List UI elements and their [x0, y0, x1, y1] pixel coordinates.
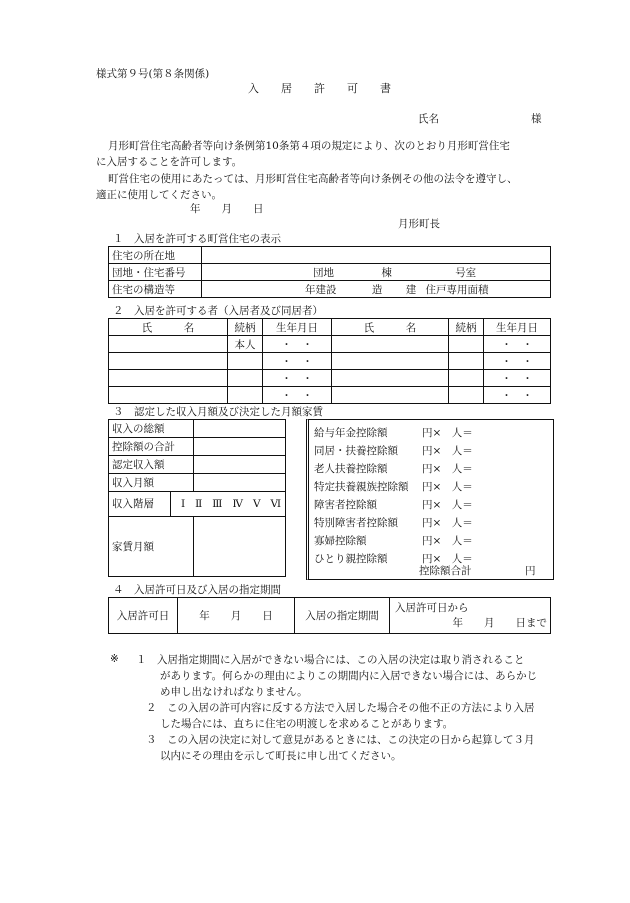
body-paragraph-1: 月形町営住宅高齢者等向け条例第10条第４項の規定により、次のとおり月形町営住宅 に入居することを許可します。: [96, 140, 510, 168]
occupant-relation[interactable]: [228, 387, 263, 404]
note-3: ３ この入居の決定に対して意見があるときには、この決定の日から起算して３月 以内にその理由を示して町長に申し出てください。: [146, 734, 535, 762]
monthly-income-label: 収入月額: [109, 474, 194, 492]
rent-value[interactable]: [194, 517, 286, 577]
name-suffix: 様: [531, 113, 542, 125]
occupant-name[interactable]: [109, 387, 228, 404]
issuer: 月形町長: [398, 218, 440, 230]
occupant-dob[interactable]: ・ ・: [484, 353, 551, 370]
list-item: 給与年金控除額 円× 人＝: [314, 427, 473, 439]
occupant-dob[interactable]: ・ ・: [484, 387, 551, 404]
deduction-sum-unit: 円: [525, 565, 536, 577]
income-class-2[interactable]: Ⅱ: [195, 498, 203, 510]
deduction-total-label: 控除額の合計: [109, 438, 194, 456]
occupant-relation[interactable]: [228, 370, 263, 387]
occupant-relation-self: 本人: [228, 336, 263, 353]
name-label: 氏名: [418, 113, 439, 125]
occupant-dob[interactable]: ・ ・: [484, 336, 551, 353]
occupant-dob[interactable]: ・ ・: [263, 336, 332, 353]
income-class-5[interactable]: Ⅴ: [252, 498, 261, 510]
list-item: 特定扶養親族控除額 円× 人＝: [314, 481, 473, 493]
col-name-1: 氏 名: [109, 319, 228, 336]
list-item: 同居・扶養控除額 円× 人＝: [314, 445, 473, 457]
occupant-relation[interactable]: [449, 353, 484, 370]
rent-label: 家賃月額: [109, 517, 194, 577]
col-relation-1: 続柄: [228, 319, 263, 336]
period-value[interactable]: 入居許可日から 年 月 日まで: [390, 598, 551, 634]
issue-date: 年 月 日: [190, 203, 264, 215]
permit-period-table: [108, 597, 551, 634]
income-class-1[interactable]: Ⅰ: [181, 498, 186, 510]
section-1-heading: １ 入居を許可する町営住宅の表示: [113, 233, 281, 245]
occupant-name[interactable]: [332, 370, 449, 387]
list-item: 障害者控除額 円× 人＝: [314, 499, 473, 511]
section-3-heading: ３ 認定した収入月額及び決定した月額家賃: [113, 406, 323, 418]
certified-income-label: 認定収入額: [109, 456, 194, 474]
income-class-3[interactable]: Ⅲ: [212, 498, 223, 510]
occupant-dob[interactable]: ・ ・: [263, 387, 332, 404]
col-dob-2: 生年月日: [484, 319, 551, 336]
housing-table: [108, 246, 551, 298]
permit-date-value[interactable]: 年 月 日: [178, 598, 295, 634]
section-4-heading: ４ 入居許可日及び入居の指定期間: [113, 584, 281, 596]
deduction-total-value[interactable]: [194, 438, 286, 456]
income-table: [108, 419, 286, 577]
occupant-name[interactable]: [109, 370, 228, 387]
housing-address-value[interactable]: [202, 247, 551, 264]
table-row: [109, 336, 551, 353]
occupant-dob[interactable]: ・ ・: [263, 370, 332, 387]
occupant-name[interactable]: [332, 353, 449, 370]
table-row: [109, 353, 551, 370]
body-paragraph-2: 町営住宅の使用にあたっては、月形町営住宅高齢者等向け条例その他の法令を遵守し、 適正に使用してください。: [96, 173, 518, 201]
form-number: 様式第９号(第８条関係): [96, 68, 210, 80]
monthly-income-value[interactable]: [194, 474, 286, 492]
housing-address-label: 住宅の所在地: [109, 247, 202, 264]
income-class-row: [109, 492, 286, 517]
occupant-relation[interactable]: [449, 387, 484, 404]
occupant-name[interactable]: [109, 353, 228, 370]
page-title: 入 居 許 可 書: [248, 82, 391, 95]
col-relation-2: 続柄: [449, 319, 484, 336]
occupants-table: [108, 318, 551, 404]
occupant-dob[interactable]: ・ ・: [484, 370, 551, 387]
table-row: [109, 370, 551, 387]
housing-number-label: 団地・住宅番号: [109, 264, 202, 281]
occupant-dob[interactable]: ・ ・: [263, 353, 332, 370]
housing-structure-label: 住宅の構造等: [109, 281, 202, 298]
deduction-sum-label: 控除額合計: [419, 565, 472, 577]
total-income-value[interactable]: [194, 420, 286, 438]
certified-income-value[interactable]: [194, 456, 286, 474]
occupant-name[interactable]: [332, 336, 449, 353]
occupant-relation[interactable]: [449, 336, 484, 353]
occupant-name[interactable]: [332, 387, 449, 404]
period-label: 入居の指定期間: [295, 598, 390, 634]
income-class-4[interactable]: Ⅳ: [232, 498, 243, 510]
list-item: 特別障害者控除額 円× 人＝: [314, 517, 473, 529]
occupant-relation[interactable]: [449, 370, 484, 387]
note-2: ２ この入居の許可内容に反する方法で入居した場合その他不正の方法により入居 した場合には、直ちに住宅の明渡しを求めることがあります。: [146, 702, 535, 730]
table-row: [109, 387, 551, 404]
list-item: 老人扶養控除額 円× 人＝: [314, 463, 473, 475]
col-dob-1: 生年月日: [263, 319, 332, 336]
permit-date-label: 入居許可日: [109, 598, 178, 634]
section-2-heading: ２ 入居を許可する者（入居者及び同居者）: [113, 305, 323, 317]
list-item: 寡婦控除額 円× 人＝: [314, 535, 473, 547]
housing-number-value[interactable]: 団地 棟 号室: [202, 264, 551, 281]
occupant-name[interactable]: [109, 336, 228, 353]
income-class-label: 収入階層: [109, 492, 171, 516]
note-1: １ 入居指定期間に入居ができない場合には、この入居の決定は取り消されること があります。何らかの理由によりこの期間内に入居できない場合には、あらかじ め申し出なければなりません。: [136, 654, 538, 698]
total-income-label: 収入の総額: [109, 420, 194, 438]
income-class-6[interactable]: Ⅵ: [270, 498, 282, 510]
occupant-relation[interactable]: [228, 353, 263, 370]
notes-mark: ※: [110, 653, 119, 665]
housing-structure-value[interactable]: 年建設 造 建 住戸専用面積: [202, 281, 551, 298]
list-item: ひとり親控除額 円× 人＝: [314, 553, 473, 565]
col-name-2: 氏 名: [332, 319, 449, 336]
deduction-list: [314, 424, 473, 568]
